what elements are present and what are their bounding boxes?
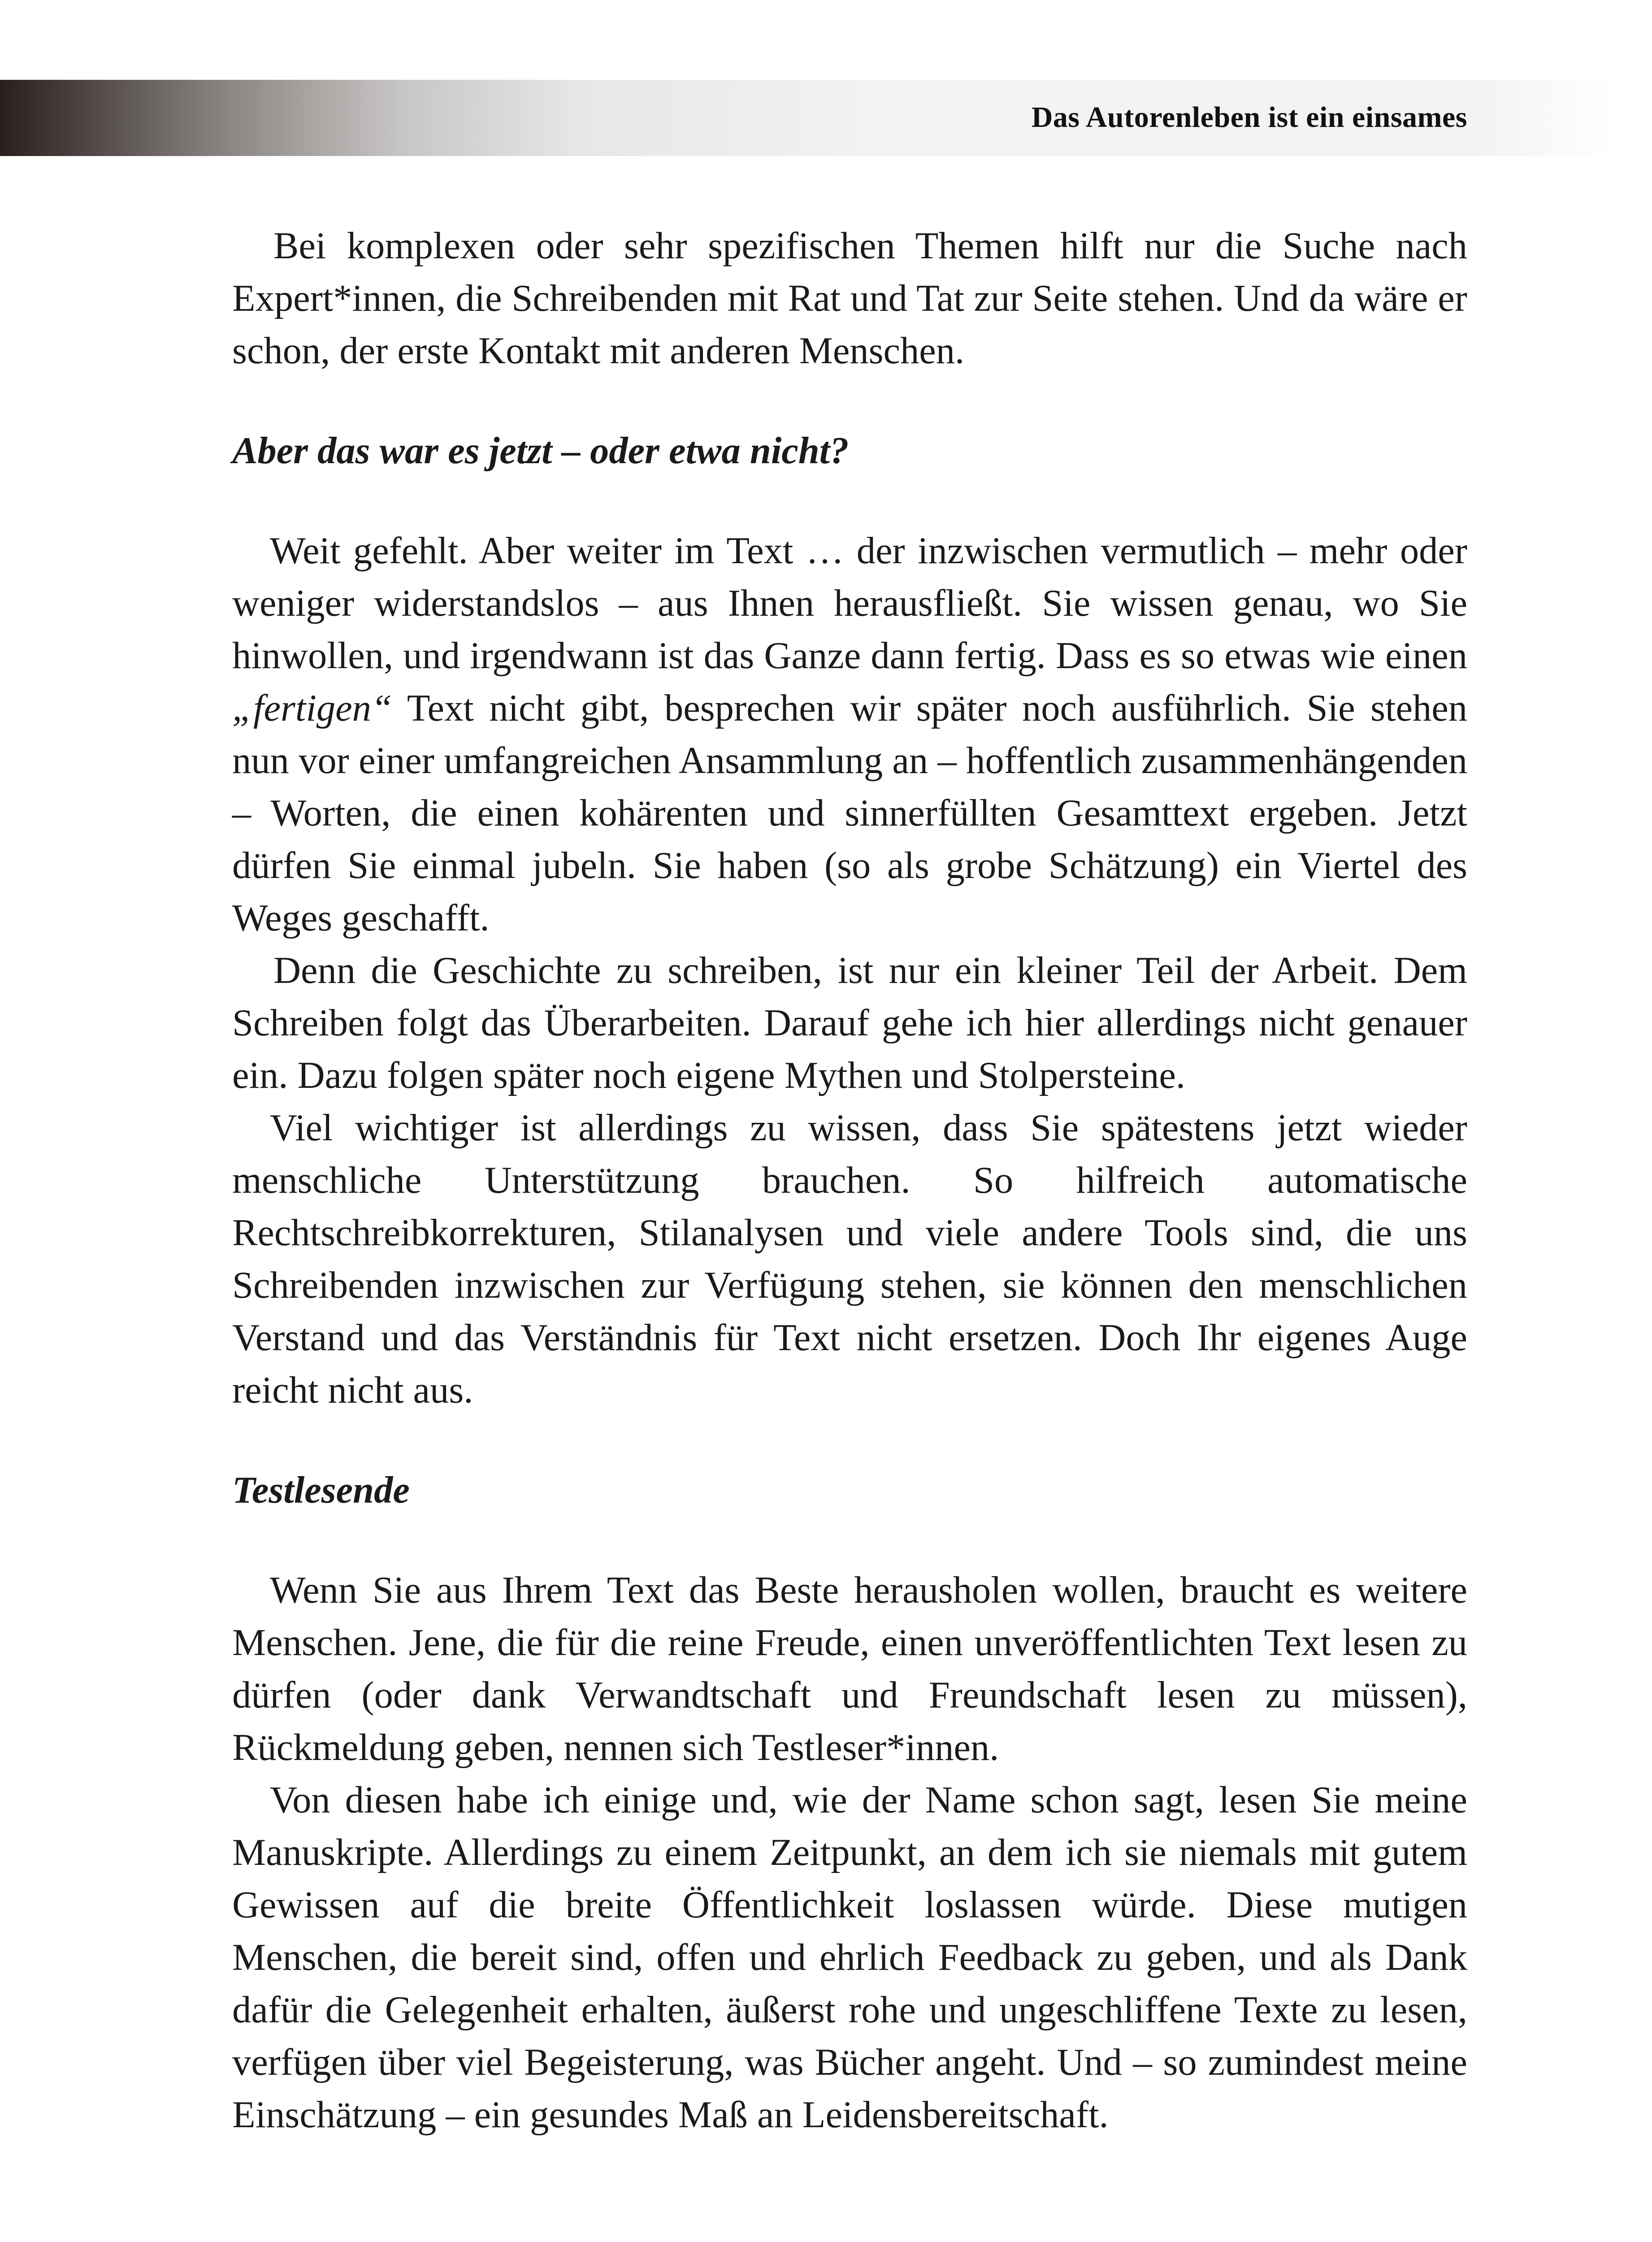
body-paragraph: Von diesen habe ich einige und, wie der Name schon sagt, lesen Sie meine Manuskripte. Allerdings zu einem Zeitpunkt, an dem ich sie niemals mit gutem Gewissen auf die breite Öffentlichkeit loslassen würde. Diese mutigen Menschen, die bereit sind, offen und ehrlich Feedback zu geben, und als Dank dafür die Gelegenheit erhalten, äußerst rohe und ungeschliffene Texte zu lesen, verfügen über viel Begeisterung, was Bücher angeht. Und – so zumindest meine Einschätzung – ein gesundes Maß an Leidensbereitschaft. — [232, 1779, 1467, 2136]
running-head-title: Das Autorenleben ist ein einsames — [1031, 101, 1467, 134]
paragraph-text: Text nicht gibt, besprechen wir später noch ausführlich. Sie stehen nun vor einer umfangreichen Ansammlung an – hoffentlich zusammenhängenden – Worten, die einen kohärenten und sinnerfüllten Gesamttext ergeben. Jetzt dürfen Sie einmal jubeln. Sie haben (so als grobe Schätzung) ein Viertel des Weges geschafft. — [232, 687, 1467, 939]
paragraph-text: Weit gefehlt. Aber weiter im Text … der inzwischen vermutlich – mehr oder weniger widerstandslos – aus Ihnen herausfließt. Sie wissen genau, wo Sie hinwollen, und irgendwann ist das Ganze dann fertig. Dass es so etwas wie einen — [232, 530, 1467, 677]
body-paragraph: Viel wichtiger ist allerdings zu wissen, dass Sie spätestens jetzt wieder menschliche Unterstützung brauchen. So hilfreich automatische Rechtschreibkorrekturen, Stilanalysen und viele andere Tools sind, die uns Schreibenden inzwischen zur Verfügung stehen, sie können den menschlichen Verstand und das Verständnis für Text nicht ersetzen. Doch Ihr eigenes Auge reicht nicht aus. — [232, 1107, 1467, 1411]
emphasized-word: „fertigen“ — [232, 687, 392, 729]
page-body — [232, 220, 1467, 2141]
section-heading: Testlesende — [232, 1469, 410, 1511]
body-paragraph: Denn die Geschichte zu schreiben, ist nur ein kleiner Teil der Arbeit. Dem Schreiben folgt das Überarbeiten. Darauf gehe ich hier allerdings nicht genauer ein. Dazu folgen später noch eigene Mythen und Stolpersteine. — [232, 950, 1467, 1096]
body-paragraph: Wenn Sie aus Ihrem Text das Beste herausholen wollen, braucht es weitere Menschen. Jene, die für die reine Freude, einen unveröffentlichten Text lesen zu dürfen (oder dank Verwandtschaft und Freundschaft lesen zu müssen), Rückmeldung geben, nennen sich Testleser*innen. — [232, 1569, 1467, 1768]
body-paragraph — [232, 525, 1467, 944]
section-heading: Aber das war es jetzt – oder etwa nicht? — [232, 430, 849, 472]
body-paragraph: Bei komplexen oder sehr spezifischen Themen hilft nur die Suche nach Expert*innen, die Schreibenden mit Rat und Tat zur Seite stehen. Und da wäre er schon, der erste Kontakt mit anderen Menschen. — [232, 225, 1467, 372]
